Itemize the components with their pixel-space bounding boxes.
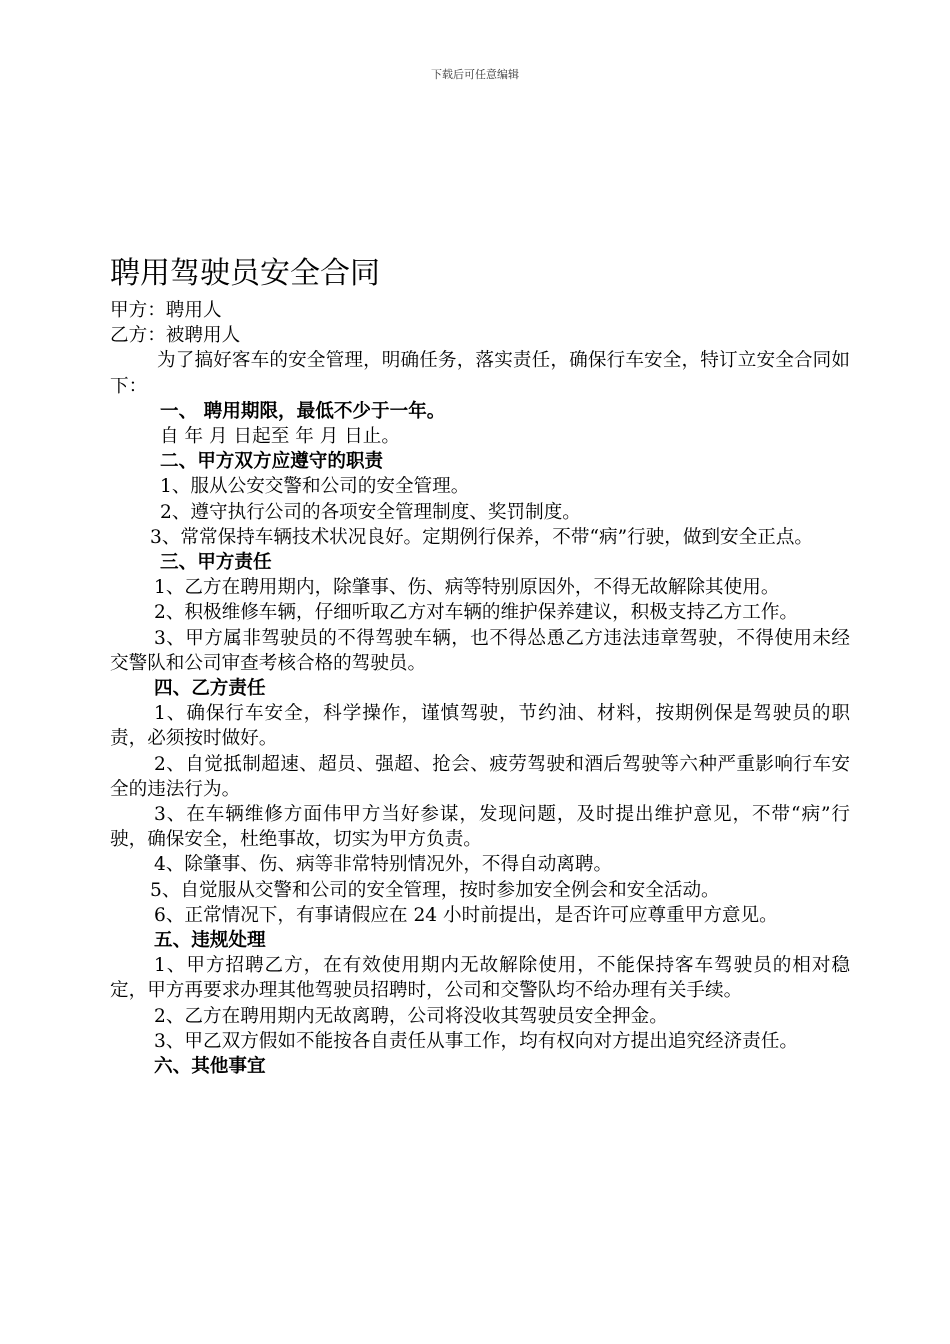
document-body: [110, 254, 850, 1079]
section-4-item: 3、在车辆维修方面伟甲方当好参谋，发现问题，及时提出维护意见，不带“病”行驶，确保安全，杜绝事故，切实为甲方负责。: [110, 804, 850, 851]
section-3-item: 1、乙方在聘用期内，除肇事、伤、病等特别原因外，不得无故解除其使用。: [154, 577, 780, 599]
page-header: 下载后可任意编辑: [431, 68, 519, 81]
section-4-heading: 四、乙方责任: [154, 678, 266, 700]
section-4-item: 6、正常情况下，有事请假应在 24 小时前提出，是否许可应尊重甲方意见。: [154, 904, 778, 926]
section-1-heading: 一、 聘用期限，最低不少于一年。: [160, 400, 446, 422]
section-3-item: 3、甲方属非驾驶员的不得驾驶车辆，也不得怂恿乙方违法违章驾驶，不得使用未经交警队和公司审查考核合格的驾驶员。: [110, 627, 850, 674]
intro-paragraph: 为了搞好客车的安全管理，明确任务，落实责任，确保行车安全，特订立安全合同如下：: [110, 350, 850, 397]
section-5-item: 3、甲乙双方假如不能按各自责任从事工作，均有权向对方提出追究经济责任。: [154, 1030, 799, 1052]
section-4-item: 4、除肇事、伤、病等非常特别情况外，不得自动离聘。: [154, 854, 613, 876]
section-6-heading: 六、其他事宜: [154, 1056, 266, 1078]
section-1-dates: 自 年 月 日起至 年 月 日止。: [160, 426, 400, 448]
section-4-item: 5、自觉服从交警和公司的安全管理，按时参加安全例会和安全活动。: [150, 879, 720, 901]
section-2-item: 3、常常保持车辆技术状况良好。定期例行保养，不带“病”行驶，做到安全正点。: [150, 526, 814, 548]
section-5-item: 2、乙方在聘用期内无故离聘，公司将没收其驾驶员安全押金。: [154, 1005, 668, 1027]
section-4-item: 2、自觉抵制超速、超员、强超、抢会、疲劳驾驶和酒后驾驶等六种严重影响行车安全的违法行为。: [110, 753, 850, 800]
section-4-item: 1、确保行车安全，科学操作，谨慎驾驶，节约油、材料，按期例保是驾驶员的职责，必须按时做好。: [110, 703, 850, 750]
section-2-heading: 二、甲方双方应遵守的职责: [160, 451, 384, 473]
section-5-heading: 五、违规处理: [154, 930, 266, 952]
party-a-line: 甲方：聘用人: [110, 300, 222, 321]
document-title: 聘用驾驶员安全合同: [110, 256, 380, 291]
section-2-item: 1、服从公安交警和公司的安全管理。: [160, 476, 470, 498]
section-3-heading: 三、甲方责任: [160, 552, 272, 574]
party-b-line: 乙方：被聘用人: [110, 325, 241, 347]
section-2-item: 2、遵守执行公司的各项安全管理制度、奖罚制度。: [160, 501, 581, 523]
section-5-item: 1、甲方招聘乙方，在有效使用期内无故解除使用，不能保持客车驾驶员的相对稳定，甲方再要求办理其他驾驶员招聘时，公司和交警队均不给办理有关手续。: [110, 955, 850, 1002]
section-3-item: 2、积极维修车辆，仔细听取乙方对车辆的维护保养建议，积极支持乙方工作。: [154, 602, 799, 624]
